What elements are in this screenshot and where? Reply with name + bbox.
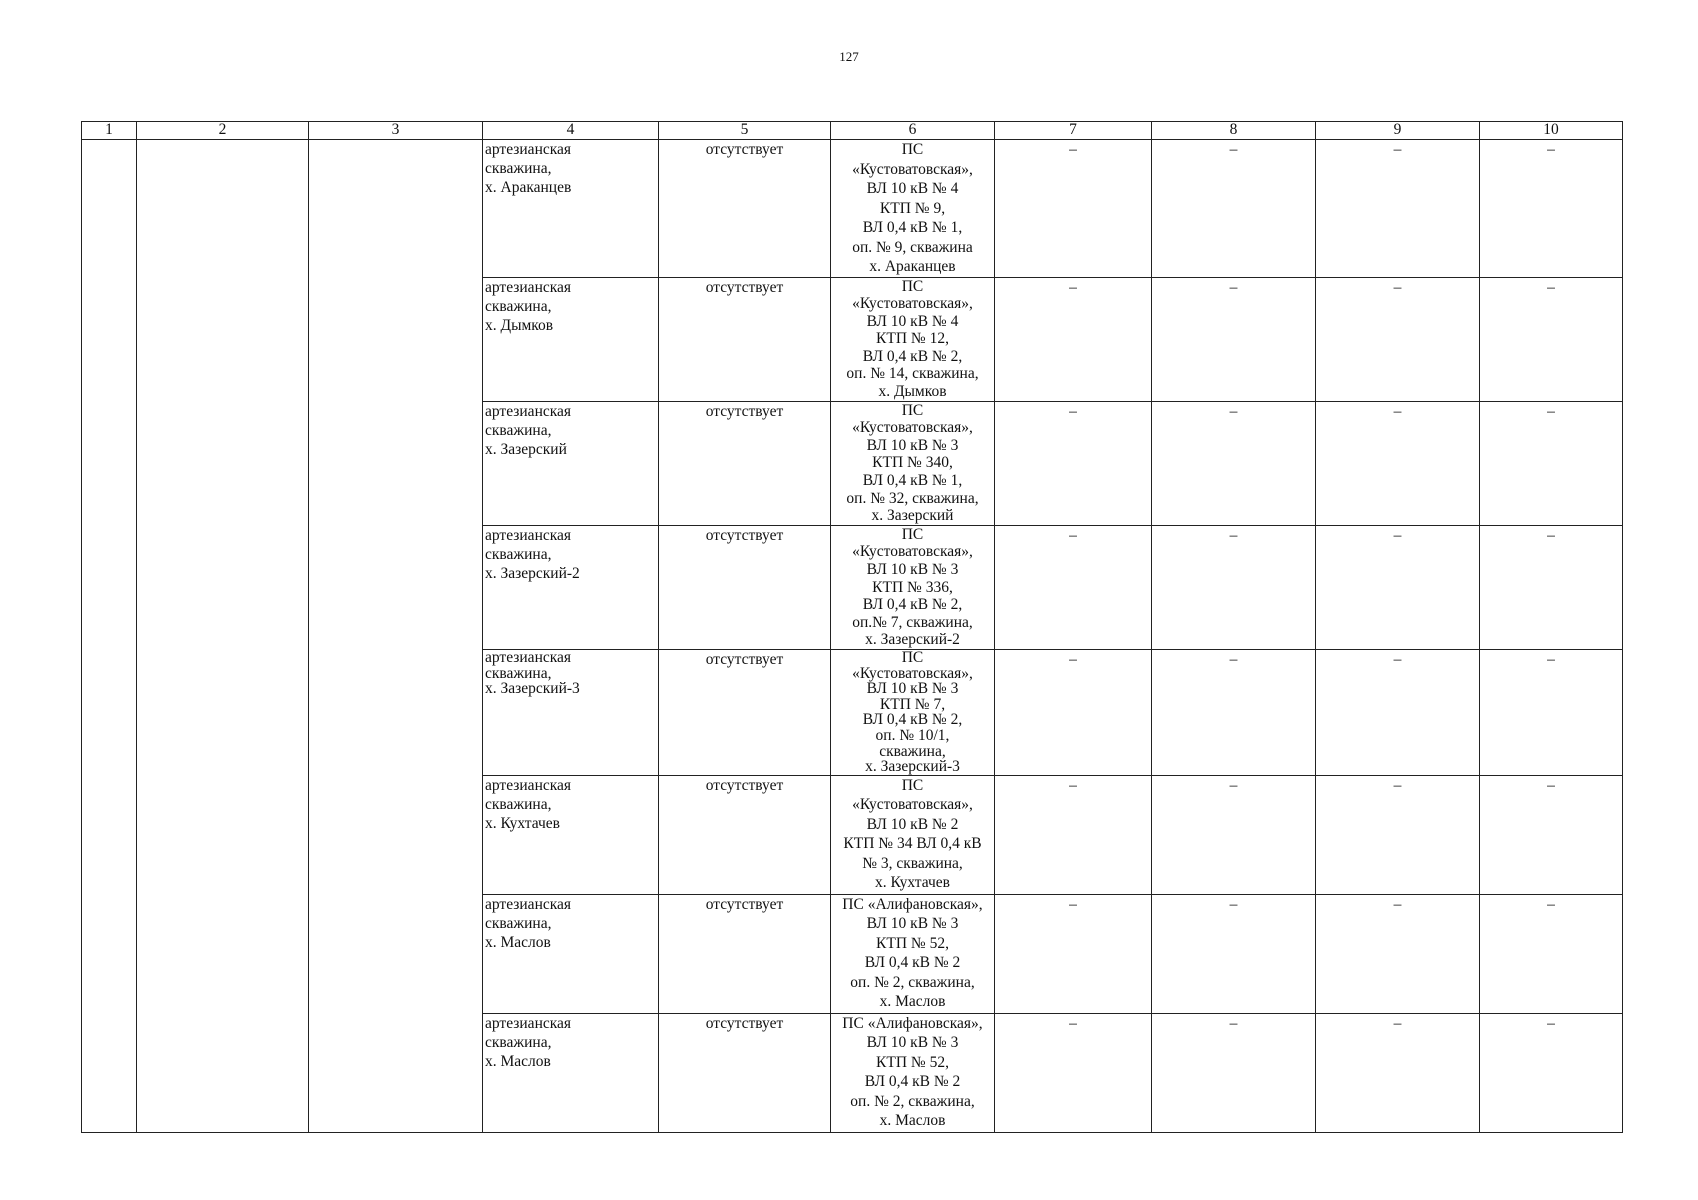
status-cell: отсутствует — [659, 140, 831, 278]
column-9-value: – — [1316, 140, 1480, 278]
status-cell: отсутствует — [659, 277, 831, 401]
column-8-value: – — [1152, 649, 1316, 775]
column-10-value: – — [1480, 1013, 1623, 1132]
column-7-value: – — [995, 649, 1152, 775]
column-7-value: – — [995, 277, 1152, 401]
object-cell — [483, 1013, 659, 1132]
object-cell — [483, 140, 659, 278]
column-9-value: – — [1316, 401, 1480, 525]
column-header-6: 6 — [831, 122, 995, 140]
column-7-value: – — [995, 775, 1152, 894]
status-cell: отсутствует — [659, 649, 831, 775]
object-cell — [483, 894, 659, 1013]
object-cell — [483, 525, 659, 649]
column-1-cell — [82, 140, 137, 1133]
power-source-text: ПС «Кустоватовская», ВЛ 10 кВ № 4 КТП № 12, ВЛ 0,4 кВ № 2, оп. № 14, скважина, х. Дымков — [846, 277, 979, 401]
power-source-cell — [831, 277, 995, 401]
column-header-4: 4 — [483, 122, 659, 140]
column-7-value: – — [995, 894, 1152, 1013]
column-7-value: – — [995, 525, 1152, 649]
status-cell: отсутствует — [659, 775, 831, 894]
column-8-value: – — [1152, 140, 1316, 278]
power-source-text: ПС «Алифановская», ВЛ 10 кВ № 3 КТП № 52, ВЛ 0,4 кВ № 2 оп. № 2, скважина, х. Маслов — [842, 1014, 983, 1130]
column-header-1: 1 — [82, 122, 137, 140]
column-7-value: – — [995, 1013, 1152, 1132]
power-source-text: ПС «Кустоватовская», ВЛ 10 кВ № 3 КТП № 7, ВЛ 0,4 кВ № 2, оп. № 10/1, скважина, х. Зазерский-3 — [852, 649, 973, 776]
power-source-text: ПС «Кустоватовская», ВЛ 10 кВ № 3 КТП № 336, ВЛ 0,4 кВ № 2, оп.№ 7, скважина, х. Зазерский-2 — [852, 525, 973, 649]
object-text: артезианская скважина, х. Маслов — [485, 895, 572, 951]
column-3-cell — [309, 140, 483, 1133]
column-10-value: – — [1480, 649, 1623, 775]
column-8-value: – — [1152, 894, 1316, 1013]
object-text: артезианская скважина, х. Кухтачев — [485, 776, 572, 832]
table-row — [82, 140, 1623, 278]
power-source-text: ПС «Кустоватовская», ВЛ 10 кВ № 4 КТП № 9, ВЛ 0,4 кВ № 1, оп. № 9, скважина х. Араканцев — [852, 141, 973, 275]
column-2-cell — [137, 140, 309, 1133]
column-10-value: – — [1480, 775, 1623, 894]
power-source-cell — [831, 1013, 995, 1132]
status-cell: отсутствует — [659, 894, 831, 1013]
power-source-cell — [831, 140, 995, 278]
data-table — [81, 121, 1623, 1133]
header-row — [82, 122, 1623, 140]
power-source-text: ПС «Кустоватовская», ВЛ 10 кВ № 3 КТП № 340, ВЛ 0,4 кВ № 1, оп. № 32, скважина, х. Зазерский — [846, 401, 979, 525]
object-text: артезианская скважина, х. Зазерский-2 — [485, 526, 580, 582]
object-text: артезианская скважина, х. Зазерский-3 — [485, 649, 580, 698]
power-source-cell — [831, 894, 995, 1013]
column-8-value: – — [1152, 401, 1316, 525]
status-cell: отсутствует — [659, 525, 831, 649]
column-header-7: 7 — [995, 122, 1152, 140]
column-8-value: – — [1152, 277, 1316, 401]
column-9-value: – — [1316, 775, 1480, 894]
object-text: артезианская скважина, х. Зазерский — [485, 402, 572, 458]
column-10-value: – — [1480, 894, 1623, 1013]
object-cell — [483, 649, 659, 775]
column-9-value: – — [1316, 894, 1480, 1013]
power-source-cell — [831, 401, 995, 525]
column-10-value: – — [1480, 525, 1623, 649]
column-7-value: – — [995, 140, 1152, 278]
column-9-value: – — [1316, 1013, 1480, 1132]
column-7-value: – — [995, 401, 1152, 525]
power-source-cell — [831, 525, 995, 649]
power-source-cell — [831, 775, 995, 894]
column-header-9: 9 — [1316, 122, 1480, 140]
column-10-value: – — [1480, 401, 1623, 525]
column-header-3: 3 — [309, 122, 483, 140]
object-text: артезианская скважина, х. Араканцев — [485, 141, 572, 196]
power-source-text: ПС «Кустоватовская», ВЛ 10 кВ № 2 КТП № 34 ВЛ 0,4 кВ № 3, скважина, х. Кухтачев — [843, 776, 982, 892]
column-header-2: 2 — [137, 122, 309, 140]
power-source-text: ПС «Алифановская», ВЛ 10 кВ № 3 КТП № 52, ВЛ 0,4 кВ № 2 оп. № 2, скважина, х. Маслов — [842, 895, 983, 1011]
column-10-value: – — [1480, 140, 1623, 278]
status-cell: отсутствует — [659, 1013, 831, 1132]
column-9-value: – — [1316, 649, 1480, 775]
column-8-value: – — [1152, 525, 1316, 649]
column-header-10: 10 — [1480, 122, 1623, 140]
column-header-8: 8 — [1152, 122, 1316, 140]
column-header-5: 5 — [659, 122, 831, 140]
object-text: артезианская скважина, х. Дымков — [485, 278, 572, 334]
object-text: артезианская скважина, х. Маслов — [485, 1014, 572, 1070]
page-number: 127 — [839, 49, 859, 64]
column-8-value: – — [1152, 1013, 1316, 1132]
column-10-value: – — [1480, 277, 1623, 401]
object-cell — [483, 401, 659, 525]
power-source-cell — [831, 649, 995, 775]
object-cell — [483, 775, 659, 894]
column-8-value: – — [1152, 775, 1316, 894]
column-9-value: – — [1316, 277, 1480, 401]
column-9-value: – — [1316, 525, 1480, 649]
object-cell — [483, 277, 659, 401]
status-cell: отсутствует — [659, 401, 831, 525]
